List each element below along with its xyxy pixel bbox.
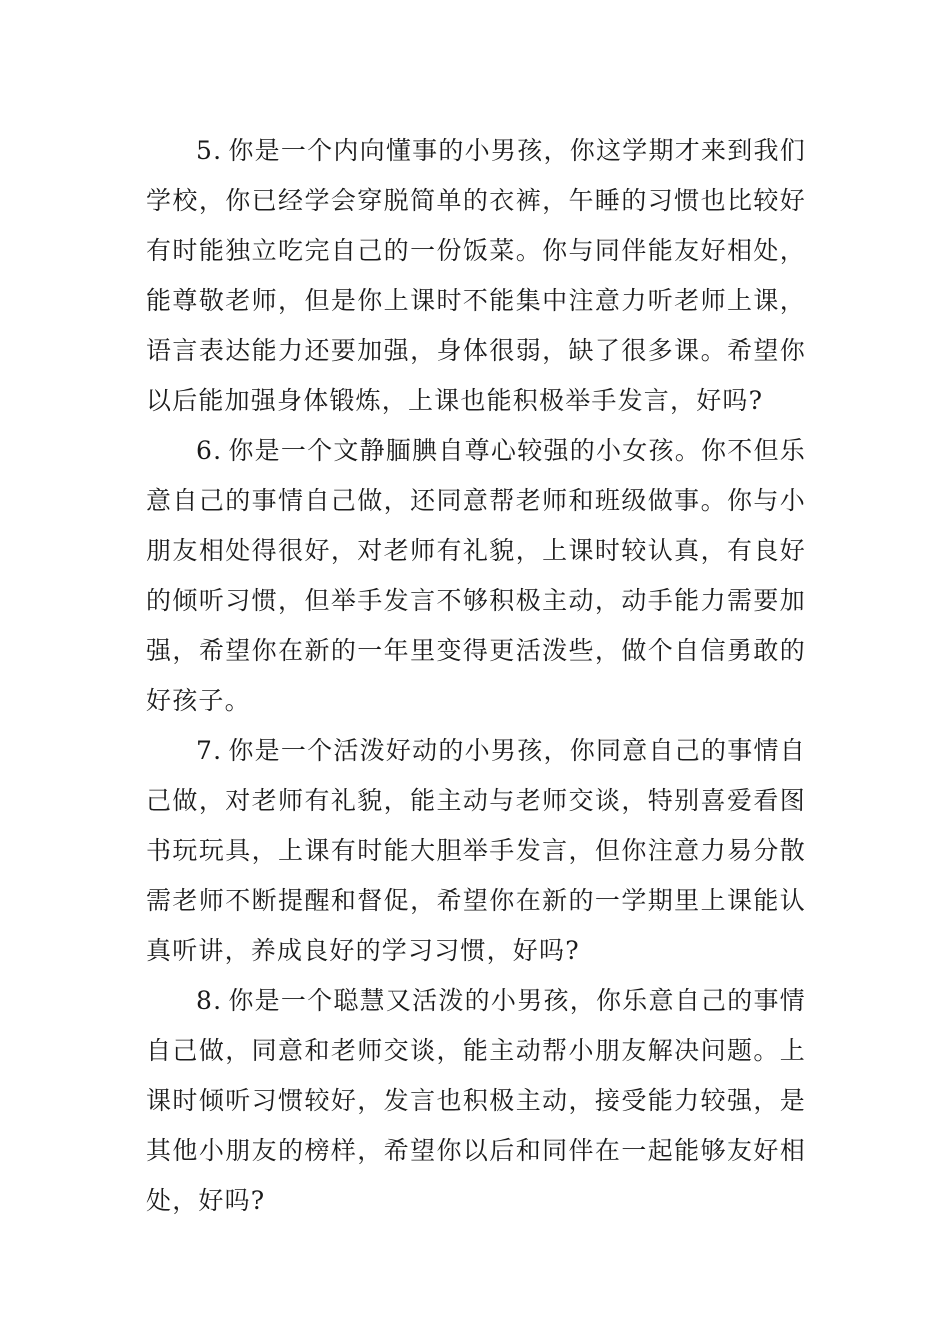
paragraph-number: 7. [196, 736, 223, 765]
paragraph-number: 6. [196, 436, 223, 465]
paragraph-7 [146, 726, 806, 976]
paragraph-8 [146, 976, 806, 1226]
paragraph-text: 你是一个文静腼腆自尊心较强的小女孩。你不但乐意自己的事情自己做，还同意帮老师和班级做事。你与小朋友相处得很好，对老师有礼貌，上课时较认真，有良好的倾听习惯，但举手发言不够积极主动，动手能力需要加强，希望你在新的一年里变得更活泼些，做个自信勇敢的好孩子。 [146, 436, 806, 715]
document-body [146, 126, 806, 1226]
paragraph-text: 你是一个活泼好动的小男孩，你同意自己的事情自己做，对老师有礼貌，能主动与老师交谈，特别喜爱看图书玩玩具，上课有时能大胆举手发言，但你注意力易分散需老师不断提醒和督促，希望你在新的一学期里上课能认真听讲，养成良好的学习习惯，好吗? [146, 736, 806, 965]
paragraph-5 [146, 126, 806, 426]
paragraph-text: 你是一个内向懂事的小男孩，你这学期才来到我们学校，你已经学会穿脱简单的衣裤，午睡的习惯也比较好有时能独立吃完自己的一份饭菜。你与同伴能友好相处，能尊敬老师，但是你上课时不能集中注意力听老师上课，语言表达能力还要加强，身体很弱，缺了很多课。希望你以后能加强身体锻炼，上课也能积极举手发言，好吗? [146, 136, 806, 415]
paragraph-6 [146, 426, 806, 726]
paragraph-text: 你是一个聪慧又活泼的小男孩，你乐意自己的事情自己做，同意和老师交谈，能主动帮小朋友解决问题。上课时倾听习惯较好，发言也积极主动，接受能力较强，是其他小朋友的榜样，希望你以后和同伴在一起能够友好相处，好吗? [146, 986, 806, 1215]
paragraph-number: 8. [196, 986, 223, 1015]
paragraph-number: 5. [196, 136, 223, 165]
